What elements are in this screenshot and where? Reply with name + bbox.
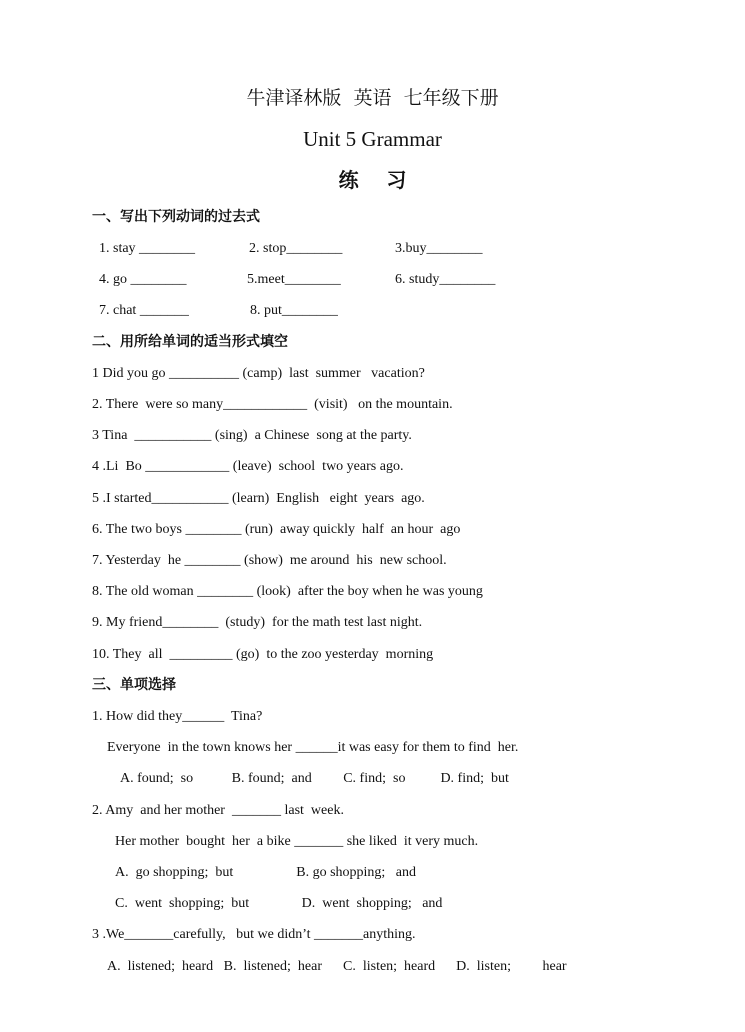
fill-item-10: 10. They all _________ (go) to the zoo yesterday morning bbox=[92, 647, 434, 662]
title-exercise: 练 习 bbox=[338, 168, 407, 192]
fill-item-5: 5 .I started___________ (learn) English eight years ago. bbox=[92, 491, 425, 506]
fill-item-8: 8. The old woman ________ (look) after the boy when he was young bbox=[92, 584, 483, 599]
mc-question-2-options-ab: A. go shopping; but B. go shopping; and bbox=[115, 865, 417, 880]
section3-heading: 三、单项选择 bbox=[92, 677, 176, 693]
mc-question-2-line2: Her mother bought her a bike _______ she liked it very much. bbox=[115, 834, 479, 849]
verb-item-1: 1. stay ________ bbox=[99, 241, 196, 256]
verb-item-5: 5.meet________ bbox=[247, 272, 341, 287]
fill-item-9: 9. My friend________ (study) for the math test last night. bbox=[92, 615, 423, 630]
mc-question-1-line2: Everyone in the town knows her ______it was easy for them to find her. bbox=[107, 740, 519, 755]
fill-item-6: 6. The two boys ________ (run) away quickly half an hour ago bbox=[92, 522, 461, 537]
fill-item-4: 4 .Li Bo ____________ (leave) school two years ago. bbox=[92, 459, 404, 474]
title-english: Unit 5 Grammar bbox=[303, 127, 442, 151]
fill-item-1: 1 Did you go __________ (camp) last summer vacation? bbox=[92, 366, 425, 381]
mc-question-3: 3 .We_______carefully, but we didn’t _______anything. bbox=[92, 927, 416, 942]
verb-item-4: 4. go ________ bbox=[99, 272, 187, 287]
fill-item-3: 3 Tina ___________ (sing) a Chinese song at the party. bbox=[92, 428, 412, 443]
verb-item-2: 2. stop________ bbox=[249, 241, 343, 256]
mc-question-1: 1. How did they______ Tina? bbox=[92, 709, 263, 724]
mc-question-1-options: A. found; so B. found; and C. find; so D. find; but bbox=[120, 771, 509, 786]
verb-item-7: 7. chat _______ bbox=[99, 303, 189, 318]
fill-item-7: 7. Yesterday he ________ (show) me around his new school. bbox=[92, 553, 447, 568]
fill-item-2: 2. There were so many____________ (visit) on the mountain. bbox=[92, 397, 453, 412]
mc-question-3-options: A. listened; heard B. listened; hear C. listen; heard D. listen; hear bbox=[107, 959, 567, 974]
mc-question-2: 2. Amy and her mother _______ last week. bbox=[92, 803, 344, 818]
mc-question-2-options-cd: C. went shopping; but D. went shopping; and bbox=[115, 896, 443, 911]
title-chinese: 牛津译林版 英语 七年级下册 bbox=[246, 87, 499, 109]
verb-item-6: 6. study________ bbox=[395, 272, 496, 287]
verb-item-8: 8. put________ bbox=[250, 303, 338, 318]
section2-heading: 二、用所给单词的适当形式填空 bbox=[92, 334, 288, 350]
verb-item-3: 3.buy________ bbox=[395, 241, 483, 256]
section1-heading: 一、写出下列动词的过去式 bbox=[92, 209, 260, 225]
